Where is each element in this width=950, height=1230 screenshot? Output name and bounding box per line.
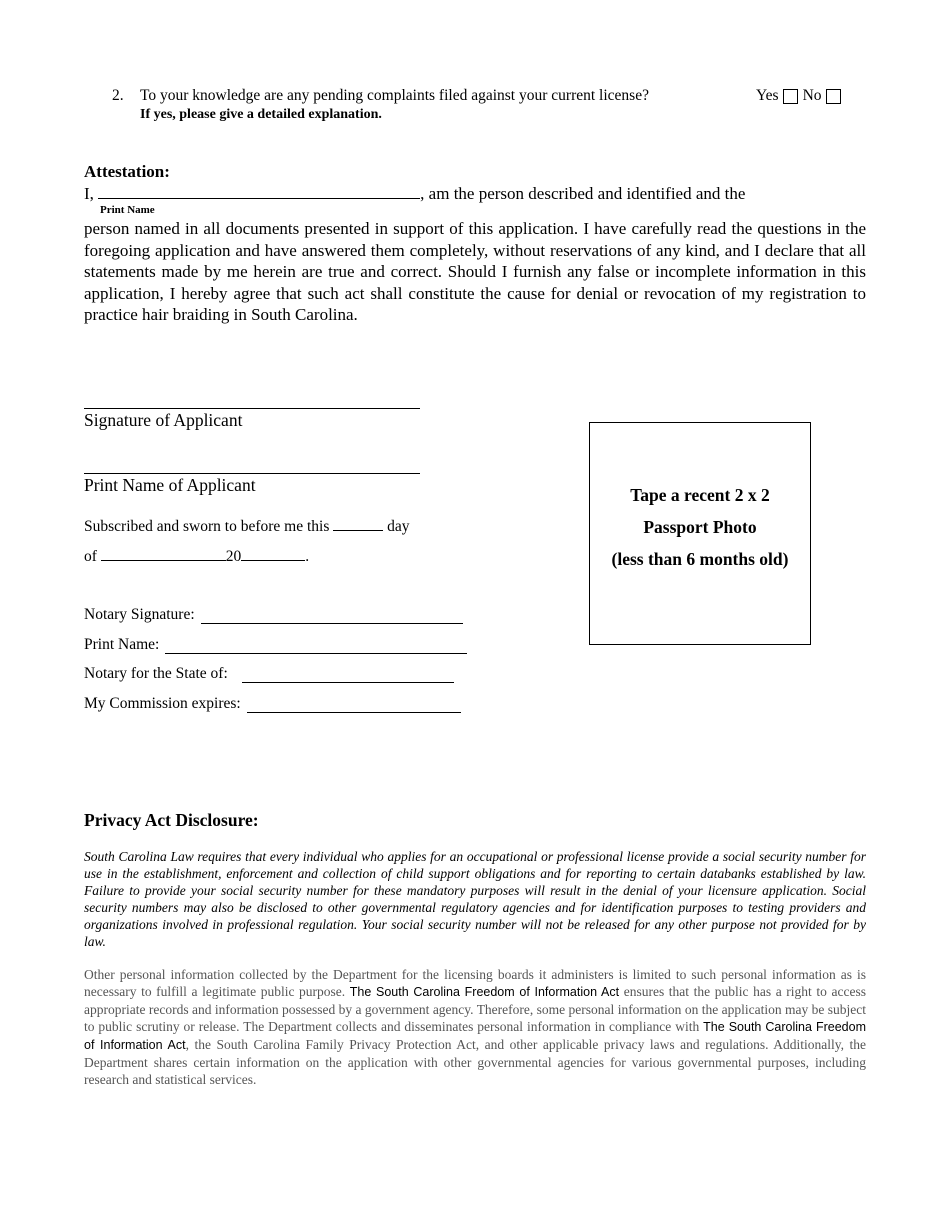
photo-line-2: Passport Photo bbox=[643, 517, 757, 537]
attestation-heading: Attestation: bbox=[84, 162, 170, 181]
sworn-text-b: day bbox=[387, 518, 410, 535]
question-followup: If yes, please give a detailed explanation. bbox=[140, 107, 382, 122]
attestation-prefix: I, bbox=[84, 184, 94, 203]
print-name-caption: Print Name bbox=[100, 204, 155, 216]
notary-state-row bbox=[84, 665, 454, 683]
privacy-p2-e: , the South Carolina Family Privacy Protection Act, and other applicable privacy laws and regulations. Additionally, the Department shares certain information on the application with other governmental agencies for various governmental purposes, including research and statistical services. bbox=[84, 1037, 867, 1087]
notary-state-label: Notary for the State of: bbox=[84, 665, 228, 682]
notary-commission-label: My Commission expires: bbox=[84, 695, 241, 712]
sworn-text-a: Subscribed and sworn to before me this bbox=[84, 518, 330, 535]
signature-line[interactable] bbox=[84, 408, 420, 409]
photo-line-1: Tape a recent 2 x 2 bbox=[630, 485, 770, 505]
notary-signature-row bbox=[84, 606, 463, 624]
notary-print-name-label: Print Name: bbox=[84, 636, 160, 653]
photo-line-3: (less than 6 months old) bbox=[611, 549, 789, 569]
passport-photo-box bbox=[589, 422, 811, 645]
no-checkbox[interactable] bbox=[826, 89, 841, 104]
privacy-paragraph-2 bbox=[84, 966, 866, 1088]
privacy-paragraph-1: South Carolina Law requires that every individual who applies for an occupational or professional license provide a social security number for use in the establishment, enforcement and collection of child support obligations and for reporting to certain databanks established by law. Failure to provide your social security number for these mandatory purposes will result in the denial of your licensure application. Social security numbers may also be disclosed to other governmental regulatory agencies and for identification purposes to testing providers and organizations involved in professional regulation. Your social security number will not be released for any other purpose not provided for by law. bbox=[84, 849, 866, 949]
no-label: No bbox=[802, 87, 822, 104]
attestation-name-field[interactable] bbox=[98, 183, 420, 199]
yes-checkbox[interactable] bbox=[783, 89, 798, 104]
yes-label: Yes bbox=[756, 87, 779, 104]
notary-print-name-row bbox=[84, 636, 467, 654]
attestation-name-line bbox=[84, 183, 745, 204]
sworn-period: . bbox=[305, 548, 310, 565]
sworn-year-field[interactable] bbox=[241, 548, 305, 561]
notary-commission-row bbox=[84, 695, 461, 713]
sworn-line-2 bbox=[84, 548, 309, 566]
signature-label: Signature of Applicant bbox=[84, 410, 243, 430]
sworn-of: of bbox=[84, 548, 97, 565]
notary-signature-label: Notary Signature: bbox=[84, 606, 195, 623]
print-name-label: Print Name of Applicant bbox=[84, 475, 256, 495]
notary-print-name-field[interactable] bbox=[165, 639, 467, 654]
privacy-p2-a: Other personal information collected by the Department for the licensing boards it administers is limited to such personal information as is necessary to fulfill a legitimate public purpose. bbox=[84, 967, 866, 999]
foia-reference-1: The South Carolina Freedom of Information Act bbox=[349, 985, 620, 999]
sworn-day-field[interactable] bbox=[333, 518, 383, 531]
notary-state-field[interactable] bbox=[242, 668, 454, 683]
question-number: 2. bbox=[112, 87, 124, 104]
print-name-line[interactable] bbox=[84, 473, 420, 474]
foia-reference-2: The South Carolina Freedom of Information Act bbox=[84, 1020, 866, 1052]
sworn-year-prefix: 20 bbox=[225, 548, 242, 565]
notary-signature-field[interactable] bbox=[201, 609, 463, 624]
attestation-paragraph: person named in all documents presented in support of this application. I have carefully read the questions in the foregoing application and have answered them completely, without reservations of any kind, and I declare that all statements made by me herein are true and correct. Should I furnish any false or incomplete information in this application, I hereby agree that such act shall constitute the cause for denial or revocation of my registration to practice hair braiding in South Carolina. bbox=[84, 219, 866, 325]
yes-no-group bbox=[756, 87, 846, 105]
attestation-suffix: , am the person described and identified and the bbox=[420, 184, 746, 203]
privacy-p2-c: ensures that the public has a right to access appropriate records and information possessed by a government agency. Therefore, some personal information on the application may be subject to public scrutiny or release. The Department collects and disseminates personal information in compliance with bbox=[84, 984, 866, 1034]
question-text: To your knowledge are any pending complaints filed against your current license? bbox=[140, 87, 649, 104]
sworn-line-1 bbox=[84, 518, 410, 536]
privacy-heading: Privacy Act Disclosure: bbox=[84, 810, 259, 830]
sworn-month-field[interactable] bbox=[101, 548, 226, 561]
notary-commission-field[interactable] bbox=[247, 698, 461, 713]
